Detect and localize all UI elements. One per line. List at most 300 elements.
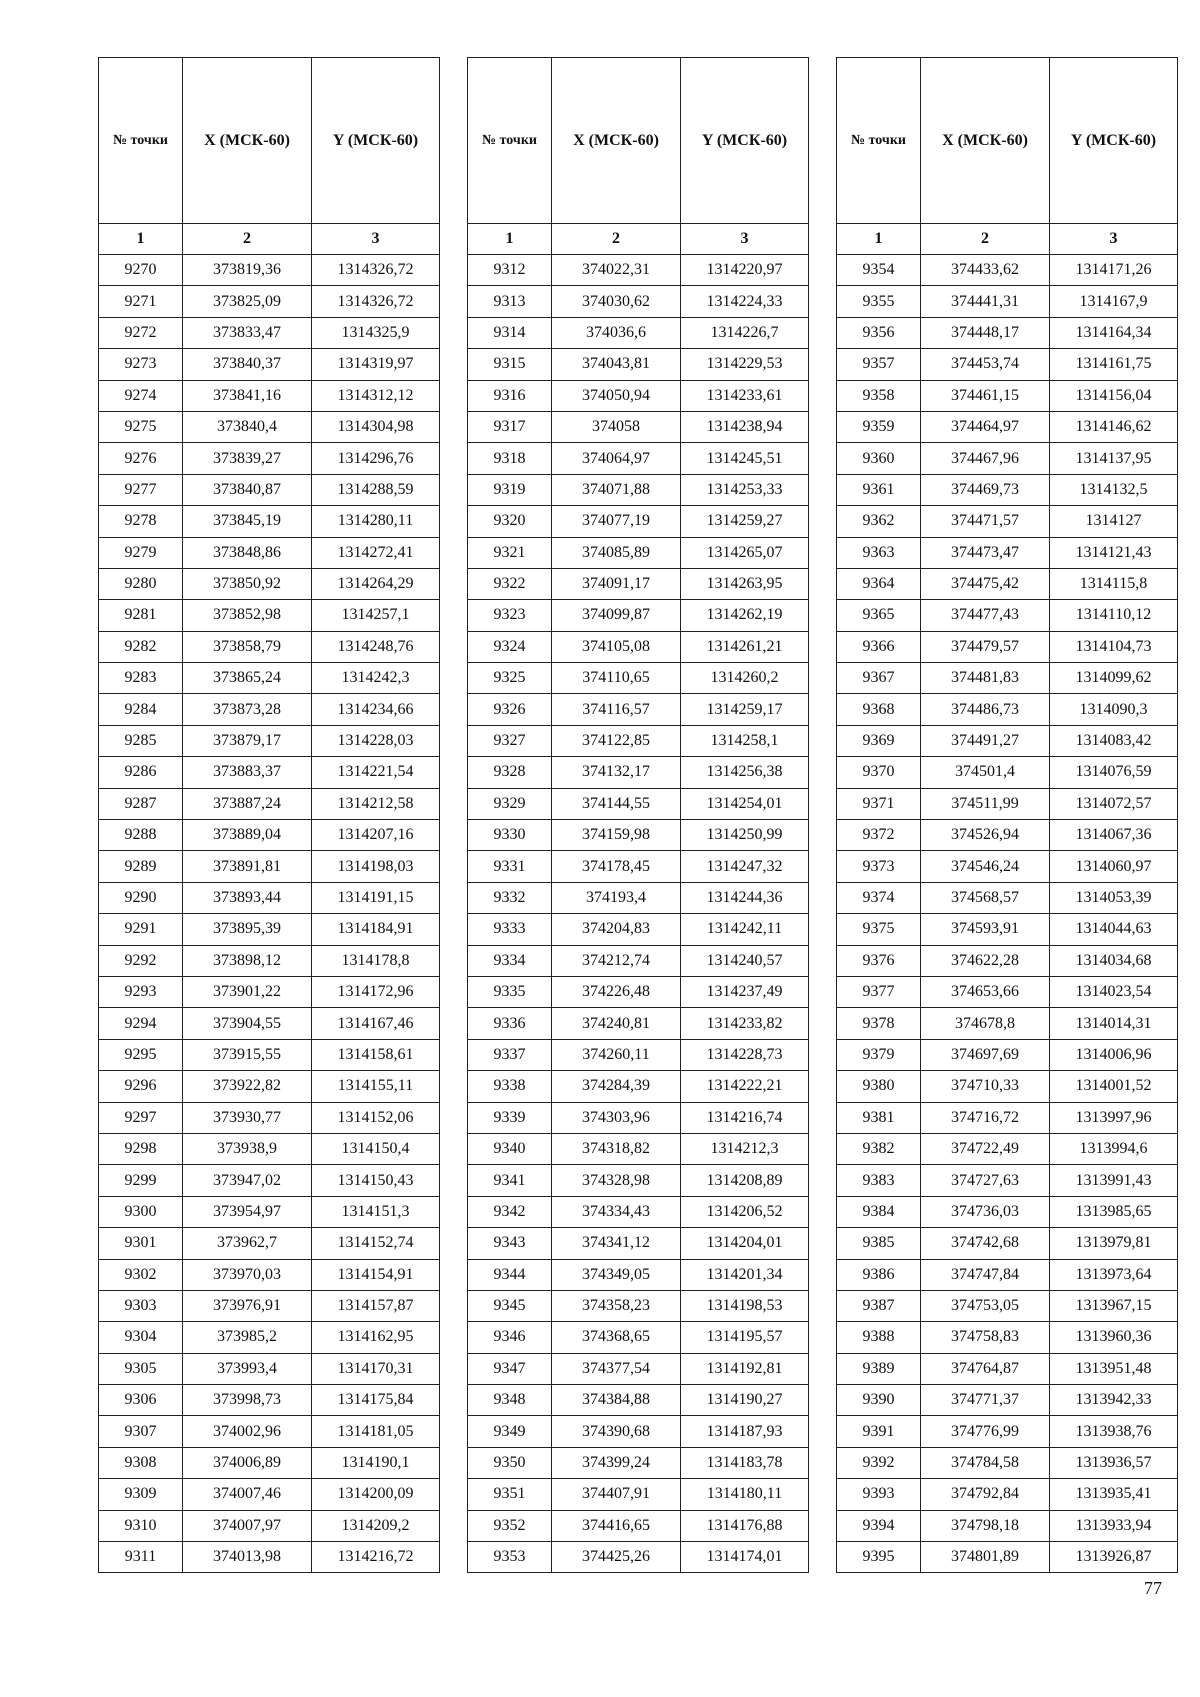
x-coordinate: 374377,54 (552, 1353, 681, 1384)
table-row (837, 1385, 1178, 1416)
header-x: X (МСК-60) (552, 58, 681, 224)
point-number: 9394 (837, 1510, 921, 1541)
point-number: 9365 (837, 600, 921, 631)
y-coordinate: 1314006,96 (1050, 1039, 1178, 1070)
table-row (99, 1385, 440, 1416)
point-number: 9289 (99, 851, 183, 882)
x-coordinate: 374058 (552, 411, 681, 442)
table-row (837, 914, 1178, 945)
column-index: 2 (183, 224, 312, 255)
x-coordinate: 374416,65 (552, 1510, 681, 1541)
column-index: 2 (921, 224, 1050, 255)
x-coordinate: 374116,57 (552, 694, 681, 725)
point-number: 9342 (468, 1196, 552, 1227)
table-row (468, 631, 809, 662)
x-coordinate: 373930,77 (183, 1102, 312, 1133)
point-number: 9295 (99, 1039, 183, 1070)
point-number: 9298 (99, 1133, 183, 1164)
table-row (837, 317, 1178, 348)
y-coordinate: 1313936,57 (1050, 1447, 1178, 1478)
point-number: 9376 (837, 945, 921, 976)
point-number: 9272 (99, 317, 183, 348)
x-coordinate: 374178,45 (552, 851, 681, 882)
point-number: 9311 (99, 1542, 183, 1573)
table-row (468, 945, 809, 976)
x-coordinate: 374747,84 (921, 1259, 1050, 1290)
x-coordinate: 373947,02 (183, 1165, 312, 1196)
y-coordinate: 1314181,05 (312, 1416, 440, 1447)
y-coordinate: 1314256,38 (681, 757, 809, 788)
y-coordinate: 1314288,59 (312, 474, 440, 505)
x-coordinate: 373938,9 (183, 1133, 312, 1164)
table-row (837, 788, 1178, 819)
point-number: 9364 (837, 568, 921, 599)
point-number: 9276 (99, 443, 183, 474)
x-coordinate: 374481,83 (921, 663, 1050, 694)
table-row (468, 1008, 809, 1039)
y-coordinate: 1314053,39 (1050, 882, 1178, 913)
y-coordinate: 1314174,01 (681, 1542, 809, 1573)
x-coordinate: 374334,43 (552, 1196, 681, 1227)
y-coordinate: 1314257,1 (312, 600, 440, 631)
column-index: 3 (1050, 224, 1178, 255)
x-coordinate: 374284,39 (552, 1071, 681, 1102)
table-row (468, 1385, 809, 1416)
x-coordinate: 374110,65 (552, 663, 681, 694)
y-coordinate: 1314178,8 (312, 945, 440, 976)
x-coordinate: 373889,04 (183, 820, 312, 851)
table-row (837, 757, 1178, 788)
x-coordinate: 374461,15 (921, 380, 1050, 411)
column-index: 3 (681, 224, 809, 255)
x-coordinate: 373840,87 (183, 474, 312, 505)
x-coordinate: 374050,94 (552, 380, 681, 411)
column-index: 1 (99, 224, 183, 255)
y-coordinate: 1314280,11 (312, 506, 440, 537)
table-row (837, 1165, 1178, 1196)
point-number: 9321 (468, 537, 552, 568)
y-coordinate: 1313960,36 (1050, 1322, 1178, 1353)
y-coordinate: 1314238,94 (681, 411, 809, 442)
point-number: 9360 (837, 443, 921, 474)
x-coordinate: 374349,05 (552, 1259, 681, 1290)
y-coordinate: 1314184,91 (312, 914, 440, 945)
x-coordinate: 374722,49 (921, 1133, 1050, 1164)
table-row (99, 694, 440, 725)
point-number: 9323 (468, 600, 552, 631)
table-row (837, 255, 1178, 286)
y-coordinate: 1314198,53 (681, 1290, 809, 1321)
x-coordinate: 374678,8 (921, 1008, 1050, 1039)
table-row (99, 1102, 440, 1133)
point-number: 9368 (837, 694, 921, 725)
x-coordinate: 373970,03 (183, 1259, 312, 1290)
point-number: 9348 (468, 1385, 552, 1416)
y-coordinate: 1314162,95 (312, 1322, 440, 1353)
x-coordinate: 374697,69 (921, 1039, 1050, 1070)
point-number: 9310 (99, 1510, 183, 1541)
y-coordinate: 1314161,75 (1050, 349, 1178, 380)
table-row (837, 1542, 1178, 1573)
table-row (99, 1165, 440, 1196)
point-number: 9344 (468, 1259, 552, 1290)
table-row (99, 820, 440, 851)
point-number: 9385 (837, 1228, 921, 1259)
point-number: 9337 (468, 1039, 552, 1070)
point-number: 9320 (468, 506, 552, 537)
table-row (837, 1133, 1178, 1164)
x-coordinate: 373954,97 (183, 1196, 312, 1227)
point-number: 9377 (837, 976, 921, 1007)
table-row (837, 1510, 1178, 1541)
y-coordinate: 1314204,01 (681, 1228, 809, 1259)
table-row (468, 694, 809, 725)
column-index: 1 (468, 224, 552, 255)
y-coordinate: 1313938,76 (1050, 1416, 1178, 1447)
point-number: 9366 (837, 631, 921, 662)
x-coordinate: 373840,4 (183, 411, 312, 442)
y-coordinate: 1313991,43 (1050, 1165, 1178, 1196)
y-coordinate: 1314312,12 (312, 380, 440, 411)
x-coordinate: 374085,89 (552, 537, 681, 568)
x-coordinate: 374002,96 (183, 1416, 312, 1447)
table-row (468, 882, 809, 913)
point-number: 9305 (99, 1353, 183, 1384)
table-row (837, 1290, 1178, 1321)
y-coordinate: 1314146,62 (1050, 411, 1178, 442)
point-number: 9309 (99, 1479, 183, 1510)
y-coordinate: 1314240,57 (681, 945, 809, 976)
y-coordinate: 1314233,61 (681, 380, 809, 411)
x-coordinate: 373898,12 (183, 945, 312, 976)
x-coordinate: 374204,83 (552, 914, 681, 945)
table-row (468, 976, 809, 1007)
point-number: 9387 (837, 1290, 921, 1321)
table-row (99, 1133, 440, 1164)
y-coordinate: 1313994,6 (1050, 1133, 1178, 1164)
y-coordinate: 1314167,46 (312, 1008, 440, 1039)
point-number: 9301 (99, 1228, 183, 1259)
y-coordinate: 1314326,72 (312, 255, 440, 286)
x-coordinate: 374764,87 (921, 1353, 1050, 1384)
point-number: 9369 (837, 725, 921, 756)
column-index-row (837, 224, 1178, 255)
y-coordinate: 1314229,53 (681, 349, 809, 380)
point-number: 9332 (468, 882, 552, 913)
table-row (837, 1039, 1178, 1070)
table-row (837, 600, 1178, 631)
point-number: 9338 (468, 1071, 552, 1102)
point-number: 9370 (837, 757, 921, 788)
x-coordinate: 374159,98 (552, 820, 681, 851)
table-row (468, 1510, 809, 1541)
point-number: 9384 (837, 1196, 921, 1227)
table-row (468, 725, 809, 756)
table-row (468, 1353, 809, 1384)
table-row (99, 851, 440, 882)
x-coordinate: 374007,46 (183, 1479, 312, 1510)
table-row (99, 443, 440, 474)
x-coordinate: 373825,09 (183, 286, 312, 317)
point-number: 9322 (468, 568, 552, 599)
point-number: 9273 (99, 349, 183, 380)
point-number: 9304 (99, 1322, 183, 1353)
point-number: 9388 (837, 1322, 921, 1353)
y-coordinate: 1314221,54 (312, 757, 440, 788)
point-number: 9361 (837, 474, 921, 505)
x-coordinate: 374546,24 (921, 851, 1050, 882)
table-row (99, 317, 440, 348)
x-coordinate: 373887,24 (183, 788, 312, 819)
point-number: 9374 (837, 882, 921, 913)
coordinates-table-1 (98, 57, 440, 1573)
x-coordinate: 373840,37 (183, 349, 312, 380)
coordinates-table-2 (467, 57, 809, 1573)
x-coordinate: 374792,84 (921, 1479, 1050, 1510)
table-row (837, 725, 1178, 756)
table-row (837, 1322, 1178, 1353)
point-number: 9345 (468, 1290, 552, 1321)
table-row (468, 255, 809, 286)
y-coordinate: 1314216,74 (681, 1102, 809, 1133)
y-coordinate: 1314158,61 (312, 1039, 440, 1070)
x-coordinate: 374469,73 (921, 474, 1050, 505)
table-row (837, 443, 1178, 474)
y-coordinate: 1314175,84 (312, 1385, 440, 1416)
point-number: 9293 (99, 976, 183, 1007)
table-row (468, 914, 809, 945)
x-coordinate: 374716,72 (921, 1102, 1050, 1133)
x-coordinate: 374753,05 (921, 1290, 1050, 1321)
y-coordinate: 1314242,3 (312, 663, 440, 694)
y-coordinate: 1314110,12 (1050, 600, 1178, 631)
y-coordinate: 1314228,03 (312, 725, 440, 756)
y-coordinate: 1314154,91 (312, 1259, 440, 1290)
table-row (837, 1196, 1178, 1227)
x-coordinate: 374390,68 (552, 1416, 681, 1447)
y-coordinate: 1314212,58 (312, 788, 440, 819)
y-coordinate: 1314104,73 (1050, 631, 1178, 662)
x-coordinate: 374622,28 (921, 945, 1050, 976)
table-row (99, 255, 440, 286)
y-coordinate: 1314155,11 (312, 1071, 440, 1102)
x-coordinate: 373841,16 (183, 380, 312, 411)
y-coordinate: 1314234,66 (312, 694, 440, 725)
y-coordinate: 1314253,33 (681, 474, 809, 505)
x-coordinate: 373915,55 (183, 1039, 312, 1070)
x-coordinate: 374071,88 (552, 474, 681, 505)
point-number: 9282 (99, 631, 183, 662)
x-coordinate: 374448,17 (921, 317, 1050, 348)
table-row (468, 317, 809, 348)
y-coordinate: 1313933,94 (1050, 1510, 1178, 1541)
table-row (837, 663, 1178, 694)
table-row (837, 976, 1178, 1007)
y-coordinate: 1314176,88 (681, 1510, 809, 1541)
x-coordinate: 374318,82 (552, 1133, 681, 1164)
table-row (468, 1542, 809, 1573)
y-coordinate: 1314258,1 (681, 725, 809, 756)
y-coordinate: 1314326,72 (312, 286, 440, 317)
x-coordinate: 374475,42 (921, 568, 1050, 599)
header-row (468, 58, 809, 224)
x-coordinate: 374384,88 (552, 1385, 681, 1416)
x-coordinate: 374491,27 (921, 725, 1050, 756)
table-row (99, 1447, 440, 1478)
point-number: 9356 (837, 317, 921, 348)
table-row (99, 788, 440, 819)
table-row (99, 1510, 440, 1541)
y-coordinate: 1314083,42 (1050, 725, 1178, 756)
table-row (837, 537, 1178, 568)
table-row (468, 788, 809, 819)
x-coordinate: 373922,82 (183, 1071, 312, 1102)
y-coordinate: 1314264,29 (312, 568, 440, 599)
header-y: Y (МСК-60) (312, 58, 440, 224)
y-coordinate: 1314242,11 (681, 914, 809, 945)
header-row (99, 58, 440, 224)
x-coordinate: 374486,73 (921, 694, 1050, 725)
y-coordinate: 1313979,81 (1050, 1228, 1178, 1259)
table-row (837, 820, 1178, 851)
y-coordinate: 1314216,72 (312, 1542, 440, 1573)
x-coordinate: 373845,19 (183, 506, 312, 537)
column-index-row (99, 224, 440, 255)
y-coordinate: 1314248,76 (312, 631, 440, 662)
x-coordinate: 374801,89 (921, 1542, 1050, 1573)
point-number: 9367 (837, 663, 921, 694)
point-number: 9349 (468, 1416, 552, 1447)
x-coordinate: 374477,43 (921, 600, 1050, 631)
y-coordinate: 1314152,06 (312, 1102, 440, 1133)
point-number: 9390 (837, 1385, 921, 1416)
table-row (99, 1353, 440, 1384)
column-index: 2 (552, 224, 681, 255)
point-number: 9335 (468, 976, 552, 1007)
point-number: 9389 (837, 1353, 921, 1384)
point-number: 9341 (468, 1165, 552, 1196)
y-coordinate: 1313997,96 (1050, 1102, 1178, 1133)
point-number: 9346 (468, 1322, 552, 1353)
y-coordinate: 1314044,63 (1050, 914, 1178, 945)
point-number: 9278 (99, 506, 183, 537)
table-row (837, 1353, 1178, 1384)
x-coordinate: 374007,97 (183, 1510, 312, 1541)
x-coordinate: 374064,97 (552, 443, 681, 474)
y-coordinate: 1314304,98 (312, 411, 440, 442)
y-coordinate: 1314164,34 (1050, 317, 1178, 348)
x-coordinate: 373985,2 (183, 1322, 312, 1353)
point-number: 9382 (837, 1133, 921, 1164)
y-coordinate: 1314157,87 (312, 1290, 440, 1321)
table-row (99, 600, 440, 631)
x-coordinate: 374742,68 (921, 1228, 1050, 1259)
header-row (837, 58, 1178, 224)
y-coordinate: 1314261,21 (681, 631, 809, 662)
point-number: 9288 (99, 820, 183, 851)
header-point-number: № точки (837, 58, 921, 224)
point-number: 9379 (837, 1039, 921, 1070)
y-coordinate: 1314263,95 (681, 568, 809, 599)
x-coordinate: 374501,4 (921, 757, 1050, 788)
table-row (99, 1479, 440, 1510)
point-number: 9331 (468, 851, 552, 882)
point-number: 9355 (837, 286, 921, 317)
point-number: 9339 (468, 1102, 552, 1133)
point-number: 9375 (837, 914, 921, 945)
point-number: 9287 (99, 788, 183, 819)
table-row (468, 1322, 809, 1353)
y-coordinate: 1314226,7 (681, 317, 809, 348)
x-coordinate: 374077,19 (552, 506, 681, 537)
y-coordinate: 1314115,8 (1050, 568, 1178, 599)
table-row (468, 349, 809, 380)
point-number: 9381 (837, 1102, 921, 1133)
point-number: 9299 (99, 1165, 183, 1196)
table-row (99, 1008, 440, 1039)
x-coordinate: 374341,12 (552, 1228, 681, 1259)
table-row (99, 976, 440, 1007)
y-coordinate: 1314209,2 (312, 1510, 440, 1541)
x-coordinate: 373901,22 (183, 976, 312, 1007)
x-coordinate: 373883,37 (183, 757, 312, 788)
point-number: 9308 (99, 1447, 183, 1478)
table-row (468, 851, 809, 882)
y-coordinate: 1314152,74 (312, 1228, 440, 1259)
point-number: 9329 (468, 788, 552, 819)
y-coordinate: 1314207,16 (312, 820, 440, 851)
header-point-number: № точки (468, 58, 552, 224)
point-number: 9328 (468, 757, 552, 788)
y-coordinate: 1314250,99 (681, 820, 809, 851)
table-row (468, 506, 809, 537)
x-coordinate: 374099,87 (552, 600, 681, 631)
point-number: 9291 (99, 914, 183, 945)
y-coordinate: 1314190,1 (312, 1447, 440, 1478)
table-row (468, 757, 809, 788)
x-coordinate: 373839,27 (183, 443, 312, 474)
y-coordinate: 1314325,9 (312, 317, 440, 348)
x-coordinate: 374144,55 (552, 788, 681, 819)
y-coordinate: 1314228,73 (681, 1039, 809, 1070)
point-number: 9354 (837, 255, 921, 286)
y-coordinate: 1314220,97 (681, 255, 809, 286)
point-number: 9315 (468, 349, 552, 380)
table-row (99, 757, 440, 788)
y-coordinate: 1314195,57 (681, 1322, 809, 1353)
table-row (468, 1165, 809, 1196)
table-row (837, 286, 1178, 317)
point-number: 9357 (837, 349, 921, 380)
point-number: 9392 (837, 1447, 921, 1478)
y-coordinate: 1314167,9 (1050, 286, 1178, 317)
x-coordinate: 373873,28 (183, 694, 312, 725)
table-row (837, 1008, 1178, 1039)
x-coordinate: 374006,89 (183, 1447, 312, 1478)
table-row (837, 694, 1178, 725)
column-index-row (468, 224, 809, 255)
x-coordinate: 374425,26 (552, 1542, 681, 1573)
point-number: 9326 (468, 694, 552, 725)
x-coordinate: 373893,44 (183, 882, 312, 913)
table-row (99, 474, 440, 505)
x-coordinate: 374226,48 (552, 976, 681, 1007)
point-number: 9286 (99, 757, 183, 788)
x-coordinate: 373879,17 (183, 725, 312, 756)
table-row (837, 1228, 1178, 1259)
point-number: 9383 (837, 1165, 921, 1196)
x-coordinate: 373904,55 (183, 1008, 312, 1039)
